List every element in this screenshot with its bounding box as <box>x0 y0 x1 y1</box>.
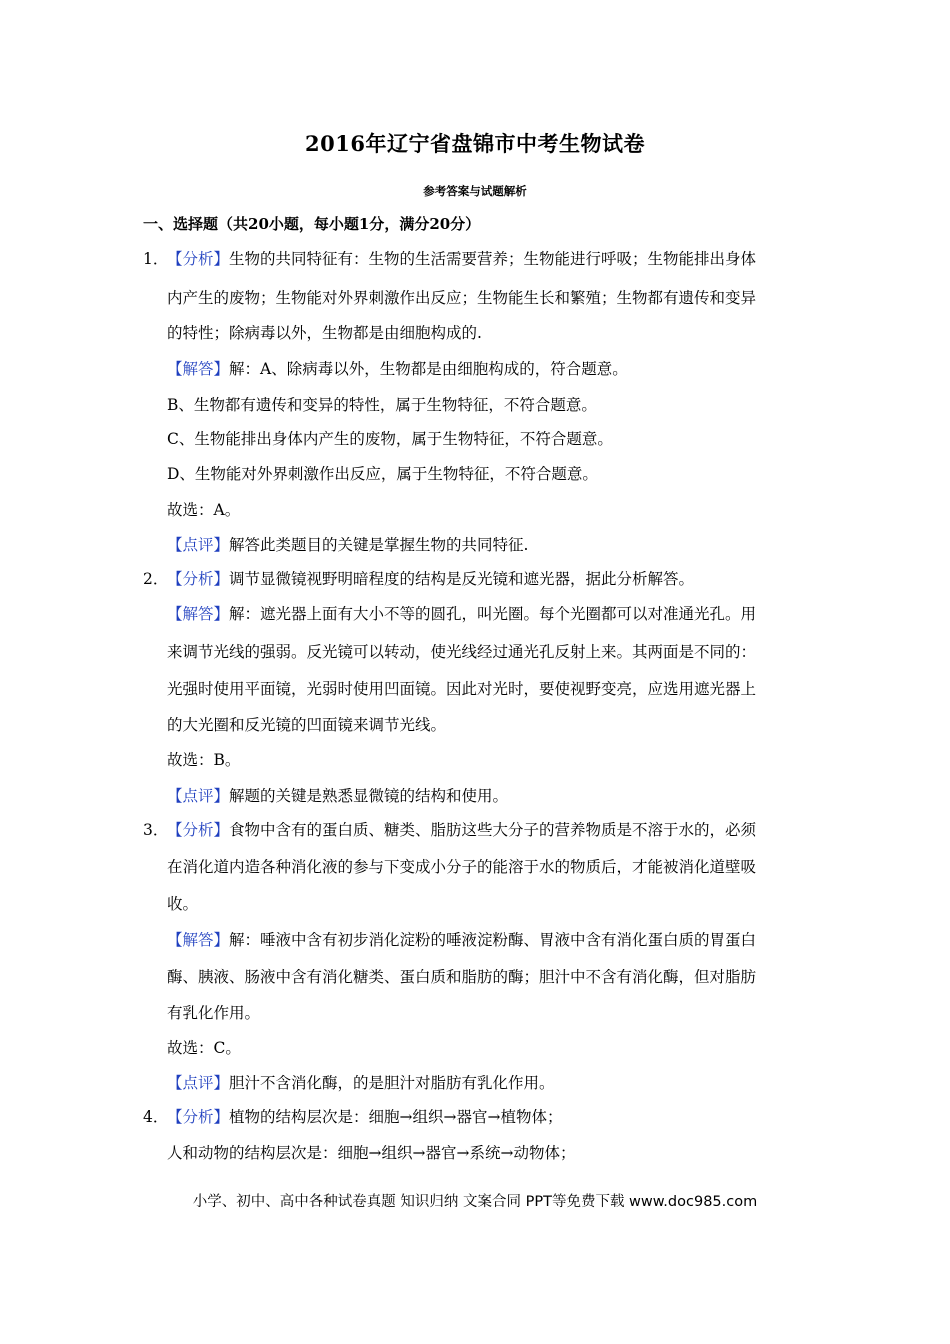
comment-text: 解题的关键是熟悉显微镜的结构和使用。 <box>229 787 509 805</box>
comment-tag: 【点评】 <box>167 536 230 554</box>
answer-line: 有乳化作用。 <box>167 1004 261 1022</box>
answer-tag: 【解答】 <box>167 931 230 949</box>
analysis-line: 的特性；除病毒以外，生物都是由细胞构成的. <box>167 324 482 342</box>
answer-line: 酶、胰液、肠液中含有消化糖类、蛋白质和脂肪的酶；胆汁中不含有消化酶，但对脂肪 <box>167 968 757 986</box>
analysis-tag: 【分析】 <box>167 250 230 268</box>
analysis-text: 生物的共同特征有：生物的生活需要营养；生物能进行呼吸；生物能排出身体 <box>229 250 757 268</box>
answer-line: B、生物都有遗传和变异的特性，属于生物特征，不符合题意。 <box>167 396 597 414</box>
answer-line: C、生物能排出身体内产生的废物，属于生物特征，不符合题意。 <box>167 430 613 448</box>
analysis-tag: 【分析】 <box>167 821 230 839</box>
analysis-text: 调节显微镜视野明暗程度的结构是反光镜和遮光器，据此分析解答。 <box>229 570 695 588</box>
analysis-tag: 【分析】 <box>167 570 230 588</box>
answer-line <box>167 603 756 625</box>
comment-text: 胆汁不含消化酶，的是胆汁对脂肪有乳化作用。 <box>229 1074 555 1092</box>
answer-line: 来调节光线的强弱。反光镜可以转动，使光线经过通光孔反射上来。其两面是不同的： <box>167 643 757 661</box>
answer-tag: 【解答】 <box>167 605 230 623</box>
section-heading: 一、选择题（共20小题，每小题1分，满分20分） <box>143 215 481 233</box>
page-footer: 小学、初中、高中各种试卷真题 知识归纳 文案合同 PPT等免费下载 www.doc985.com <box>192 1194 758 1210</box>
analysis-line: 内产生的废物；生物能对外界刺激作出反应；生物能生长和繁殖；生物都有遗传和变异 <box>167 289 757 307</box>
analysis-line: 人和动物的结构层次是：细胞→组织→器官→系统→动物体； <box>167 1144 576 1162</box>
page-title: 2016年辽宁省盘锦市中考生物试卷 <box>305 131 645 156</box>
analysis-text: 植物的结构层次是：细胞→组织→器官→植物体； <box>229 1108 563 1126</box>
analysis-line <box>167 248 756 270</box>
question-number: 4． <box>143 1108 169 1126</box>
comment-tag: 【点评】 <box>167 787 230 805</box>
question-number: 1． <box>143 250 169 268</box>
answer-line: D、生物能对外界刺激作出反应，属于生物特征，不符合题意。 <box>167 465 598 483</box>
answer-tag: 【解答】 <box>167 360 230 378</box>
analysis-tag: 【分析】 <box>167 1108 230 1126</box>
answer-line <box>167 358 628 380</box>
analysis-line <box>167 819 756 841</box>
comment-line <box>167 534 528 556</box>
analysis-line: 在消化道内造各种消化液的参与下变成小分子的能溶于水的物质后，才能被消化道壁吸 <box>167 858 757 876</box>
answer-line: 的大光圈和反光镜的凹面镜来调节光线。 <box>167 716 447 734</box>
question-number: 2． <box>143 570 169 588</box>
comment-tag: 【点评】 <box>167 1074 230 1092</box>
analysis-line <box>167 568 694 590</box>
comment-line <box>167 785 508 807</box>
analysis-line <box>167 1106 562 1128</box>
comment-line <box>167 1072 555 1094</box>
answer-line <box>167 929 756 951</box>
answer-line: 故选：A。 <box>167 501 241 519</box>
answer-text: 解：A、除病毒以外，生物都是由细胞构成的，符合题意。 <box>229 360 628 378</box>
answer-text: 解：唾液中含有初步消化淀粉的唾液淀粉酶、胃液中含有消化蛋白质的胃蛋白 <box>229 931 757 949</box>
page-subtitle: 参考答案与试题解析 <box>423 184 527 198</box>
answer-line: 光强时使用平面镜，光弱时使用凹面镜。因此对光时，要使视野变亮，应选用遮光器上 <box>167 680 757 698</box>
analysis-text: 食物中含有的蛋白质、糖类、脂肪这些大分子的营养物质是不溶于水的，必须 <box>229 821 757 839</box>
comment-text: 解答此类题目的关键是掌握生物的共同特征. <box>229 536 529 554</box>
answer-text: 解：遮光器上面有大小不等的圆孔，叫光圈。每个光圈都可以对准通光孔。用 <box>229 605 757 623</box>
analysis-line: 收。 <box>167 895 199 913</box>
question-number: 3． <box>143 821 169 839</box>
answer-line: 故选：B。 <box>167 751 241 769</box>
answer-line: 故选：C。 <box>167 1039 241 1057</box>
